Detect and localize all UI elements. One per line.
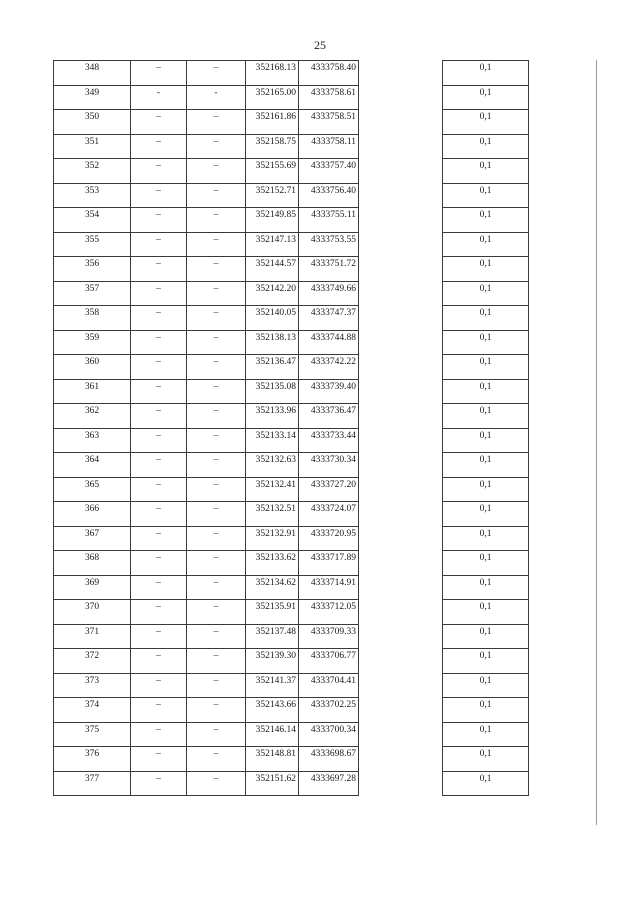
- x-coordinate-cell: 352132.51: [246, 502, 299, 527]
- column-2-cell: –: [131, 257, 187, 282]
- table-row: [54, 355, 359, 380]
- column-3-cell: -: [187, 85, 246, 110]
- x-coordinate-cell: 352142.20: [246, 281, 299, 306]
- table-row: [54, 698, 359, 723]
- x-coordinate-cell: 352132.91: [246, 526, 299, 551]
- column-3-cell: –: [187, 257, 246, 282]
- column-3-cell: –: [187, 624, 246, 649]
- point-number-cell: 370: [54, 600, 131, 625]
- value-cell: 0,1: [443, 502, 529, 527]
- column-2-cell: –: [131, 208, 187, 233]
- point-number-cell: 357: [54, 281, 131, 306]
- table-row: [443, 575, 529, 600]
- x-coordinate-cell: 352141.37: [246, 673, 299, 698]
- value-cell: 0,1: [443, 110, 529, 135]
- table-row: [443, 649, 529, 674]
- page-number: 25: [314, 38, 326, 52]
- point-number-cell: 349: [54, 85, 131, 110]
- point-number-cell: 350: [54, 110, 131, 135]
- y-coordinate-cell: 4333758.51: [299, 110, 359, 135]
- column-2-cell: –: [131, 281, 187, 306]
- table-row: [54, 183, 359, 208]
- point-number-cell: 372: [54, 649, 131, 674]
- table-row: [54, 281, 359, 306]
- point-number-cell: 362: [54, 404, 131, 429]
- value-cell: 0,1: [443, 61, 529, 86]
- y-coordinate-cell: 4333742.22: [299, 355, 359, 380]
- column-3-cell: –: [187, 722, 246, 747]
- column-2-cell: –: [131, 355, 187, 380]
- point-number-cell: 354: [54, 208, 131, 233]
- x-coordinate-cell: 352147.13: [246, 232, 299, 257]
- point-number-cell: 365: [54, 477, 131, 502]
- value-cell: 0,1: [443, 722, 529, 747]
- column-3-cell: –: [187, 404, 246, 429]
- column-2-cell: –: [131, 428, 187, 453]
- table-row: [443, 722, 529, 747]
- value-cell: 0,1: [443, 232, 529, 257]
- column-2-cell: –: [131, 747, 187, 772]
- value-cell: 0,1: [443, 134, 529, 159]
- point-number-cell: 373: [54, 673, 131, 698]
- value-cell: 0,1: [443, 575, 529, 600]
- table-row: [443, 281, 529, 306]
- y-coordinate-cell: 4333744.88: [299, 330, 359, 355]
- point-number-cell: 351: [54, 134, 131, 159]
- column-2-cell: –: [131, 624, 187, 649]
- table-row: [443, 257, 529, 282]
- column-3-cell: –: [187, 698, 246, 723]
- point-number-cell: 352: [54, 159, 131, 184]
- column-2-cell: –: [131, 404, 187, 429]
- column-2-cell: –: [131, 649, 187, 674]
- y-coordinate-cell: 4333749.66: [299, 281, 359, 306]
- value-cell: 0,1: [443, 159, 529, 184]
- table-row: [54, 477, 359, 502]
- value-cell: 0,1: [443, 551, 529, 576]
- table-row: [54, 257, 359, 282]
- value-cell: 0,1: [443, 183, 529, 208]
- y-coordinate-cell: 4333706.77: [299, 649, 359, 674]
- table-row: [54, 747, 359, 772]
- table-row: [443, 134, 529, 159]
- x-coordinate-cell: 352155.69: [246, 159, 299, 184]
- x-coordinate-cell: 352135.08: [246, 379, 299, 404]
- column-2-cell: -: [131, 85, 187, 110]
- table-row: [54, 575, 359, 600]
- column-2-cell: –: [131, 159, 187, 184]
- column-2-cell: –: [131, 306, 187, 331]
- y-coordinate-cell: 4333758.11: [299, 134, 359, 159]
- value-cell: 0,1: [443, 600, 529, 625]
- y-coordinate-cell: 4333697.28: [299, 771, 359, 796]
- point-number-cell: 363: [54, 428, 131, 453]
- y-coordinate-cell: 4333758.61: [299, 85, 359, 110]
- table-row: [443, 355, 529, 380]
- point-number-cell: 348: [54, 61, 131, 86]
- table-row: [54, 404, 359, 429]
- column-3-cell: –: [187, 771, 246, 796]
- table-row: [54, 771, 359, 796]
- y-coordinate-cell: 4333747.37: [299, 306, 359, 331]
- table-row: [443, 673, 529, 698]
- column-2-cell: –: [131, 61, 187, 86]
- value-cell: 0,1: [443, 477, 529, 502]
- table-row: [443, 85, 529, 110]
- column-2-cell: –: [131, 379, 187, 404]
- value-cell: 0,1: [443, 673, 529, 698]
- table-row: [54, 306, 359, 331]
- table-row: [54, 453, 359, 478]
- value-cell: 0,1: [443, 453, 529, 478]
- value-cell: 0,1: [443, 771, 529, 796]
- y-coordinate-cell: 4333702.25: [299, 698, 359, 723]
- point-number-cell: 366: [54, 502, 131, 527]
- table-row: [443, 183, 529, 208]
- table-row: [443, 428, 529, 453]
- table-row: [54, 379, 359, 404]
- table-row: [443, 502, 529, 527]
- value-cell: 0,1: [443, 649, 529, 674]
- x-coordinate-cell: 352136.47: [246, 355, 299, 380]
- column-3-cell: –: [187, 306, 246, 331]
- table-row: [443, 379, 529, 404]
- column-2-cell: –: [131, 134, 187, 159]
- y-coordinate-cell: 4333714.91: [299, 575, 359, 600]
- value-cell: 0,1: [443, 428, 529, 453]
- column-2-cell: –: [131, 330, 187, 355]
- point-number-cell: 375: [54, 722, 131, 747]
- point-number-cell: 355: [54, 232, 131, 257]
- y-coordinate-cell: 4333736.47: [299, 404, 359, 429]
- x-coordinate-cell: 352132.63: [246, 453, 299, 478]
- point-number-cell: 364: [54, 453, 131, 478]
- table-row: [54, 673, 359, 698]
- table-row: [54, 330, 359, 355]
- x-coordinate-cell: 352138.13: [246, 330, 299, 355]
- value-cell: 0,1: [443, 747, 529, 772]
- value-cell: 0,1: [443, 526, 529, 551]
- x-coordinate-cell: 352152.71: [246, 183, 299, 208]
- y-coordinate-cell: 4333727.20: [299, 477, 359, 502]
- x-coordinate-cell: 352132.41: [246, 477, 299, 502]
- column-2-cell: –: [131, 771, 187, 796]
- column-3-cell: –: [187, 159, 246, 184]
- column-3-cell: –: [187, 551, 246, 576]
- table-row: [443, 159, 529, 184]
- y-coordinate-cell: 4333753.55: [299, 232, 359, 257]
- column-3-cell: –: [187, 428, 246, 453]
- value-table: [442, 60, 529, 796]
- table-row: [443, 208, 529, 233]
- y-coordinate-cell: 4333724.07: [299, 502, 359, 527]
- x-coordinate-cell: 352137.48: [246, 624, 299, 649]
- y-coordinate-cell: 4333757.40: [299, 159, 359, 184]
- y-coordinate-cell: 4333739.40: [299, 379, 359, 404]
- y-coordinate-cell: 4333751.72: [299, 257, 359, 282]
- value-cell: 0,1: [443, 330, 529, 355]
- table-row: [54, 722, 359, 747]
- table-row: [443, 453, 529, 478]
- table-row: [54, 61, 359, 86]
- table-row: [54, 428, 359, 453]
- point-number-cell: 376: [54, 747, 131, 772]
- column-3-cell: –: [187, 502, 246, 527]
- table-row: [54, 134, 359, 159]
- x-coordinate-cell: 352161.86: [246, 110, 299, 135]
- column-3-cell: –: [187, 673, 246, 698]
- x-coordinate-cell: 352133.62: [246, 551, 299, 576]
- column-3-cell: –: [187, 600, 246, 625]
- table-row: [443, 526, 529, 551]
- value-cell: 0,1: [443, 404, 529, 429]
- table-row: [443, 600, 529, 625]
- column-3-cell: –: [187, 110, 246, 135]
- column-3-cell: –: [187, 526, 246, 551]
- value-cell: 0,1: [443, 624, 529, 649]
- column-3-cell: –: [187, 649, 246, 674]
- x-coordinate-cell: 352135.91: [246, 600, 299, 625]
- value-cell: 0,1: [443, 355, 529, 380]
- column-3-cell: –: [187, 232, 246, 257]
- value-cell: 0,1: [443, 306, 529, 331]
- point-number-cell: 353: [54, 183, 131, 208]
- column-3-cell: –: [187, 575, 246, 600]
- x-coordinate-cell: 352144.57: [246, 257, 299, 282]
- value-cell: 0,1: [443, 257, 529, 282]
- x-coordinate-cell: 352151.62: [246, 771, 299, 796]
- table-row: [443, 477, 529, 502]
- column-3-cell: –: [187, 134, 246, 159]
- column-2-cell: –: [131, 183, 187, 208]
- value-cell: 0,1: [443, 698, 529, 723]
- table-row: [54, 551, 359, 576]
- point-number-cell: 361: [54, 379, 131, 404]
- table-row: [54, 624, 359, 649]
- column-2-cell: –: [131, 600, 187, 625]
- column-3-cell: –: [187, 379, 246, 404]
- column-3-cell: –: [187, 208, 246, 233]
- x-coordinate-cell: 352149.85: [246, 208, 299, 233]
- x-coordinate-cell: 352146.14: [246, 722, 299, 747]
- table-row: [54, 526, 359, 551]
- column-3-cell: –: [187, 183, 246, 208]
- table-row: [443, 747, 529, 772]
- x-coordinate-cell: 352143.66: [246, 698, 299, 723]
- table-row: [54, 649, 359, 674]
- column-3-cell: –: [187, 453, 246, 478]
- y-coordinate-cell: 4333755.11: [299, 208, 359, 233]
- coordinates-table: [53, 60, 359, 796]
- column-3-cell: –: [187, 330, 246, 355]
- point-number-cell: 367: [54, 526, 131, 551]
- table-row: [443, 698, 529, 723]
- y-coordinate-cell: 4333733.44: [299, 428, 359, 453]
- table-row: [443, 404, 529, 429]
- x-coordinate-cell: 352133.96: [246, 404, 299, 429]
- table-row: [54, 110, 359, 135]
- column-3-cell: –: [187, 61, 246, 86]
- column-2-cell: –: [131, 673, 187, 698]
- point-number-cell: 377: [54, 771, 131, 796]
- column-3-cell: –: [187, 355, 246, 380]
- x-coordinate-cell: 352148.81: [246, 747, 299, 772]
- table-row: [443, 306, 529, 331]
- point-number-cell: 368: [54, 551, 131, 576]
- table-row: [443, 551, 529, 576]
- y-coordinate-cell: 4333698.67: [299, 747, 359, 772]
- point-number-cell: 371: [54, 624, 131, 649]
- value-cell: 0,1: [443, 379, 529, 404]
- x-coordinate-cell: 352165.00: [246, 85, 299, 110]
- column-2-cell: –: [131, 232, 187, 257]
- column-3-cell: –: [187, 477, 246, 502]
- column-2-cell: –: [131, 698, 187, 723]
- point-number-cell: 359: [54, 330, 131, 355]
- value-cell: 0,1: [443, 85, 529, 110]
- table-row: [54, 502, 359, 527]
- y-coordinate-cell: 4333712.05: [299, 600, 359, 625]
- y-coordinate-cell: 4333756.40: [299, 183, 359, 208]
- point-number-cell: 358: [54, 306, 131, 331]
- column-2-cell: –: [131, 575, 187, 600]
- table-row: [54, 208, 359, 233]
- column-2-cell: –: [131, 477, 187, 502]
- table-row: [443, 61, 529, 86]
- point-number-cell: 360: [54, 355, 131, 380]
- table-row: [54, 159, 359, 184]
- table-row: [443, 330, 529, 355]
- value-cell: 0,1: [443, 208, 529, 233]
- column-2-cell: –: [131, 526, 187, 551]
- table-row: [443, 771, 529, 796]
- column-2-cell: –: [131, 722, 187, 747]
- table-row: [54, 600, 359, 625]
- y-coordinate-cell: 4333700.34: [299, 722, 359, 747]
- point-number-cell: 356: [54, 257, 131, 282]
- x-coordinate-cell: 352140.05: [246, 306, 299, 331]
- x-coordinate-cell: 352139.30: [246, 649, 299, 674]
- y-coordinate-cell: 4333704.41: [299, 673, 359, 698]
- column-3-cell: –: [187, 747, 246, 772]
- column-3-cell: –: [187, 281, 246, 306]
- column-2-cell: –: [131, 453, 187, 478]
- column-2-cell: –: [131, 551, 187, 576]
- table-row: [54, 85, 359, 110]
- y-coordinate-cell: 4333717.89: [299, 551, 359, 576]
- x-coordinate-cell: 352134.62: [246, 575, 299, 600]
- y-coordinate-cell: 4333758.40: [299, 61, 359, 86]
- point-number-cell: 374: [54, 698, 131, 723]
- y-coordinate-cell: 4333730.34: [299, 453, 359, 478]
- margin-line: [596, 60, 597, 825]
- column-2-cell: –: [131, 110, 187, 135]
- table-row: [443, 110, 529, 135]
- column-2-cell: –: [131, 502, 187, 527]
- table-row: [443, 624, 529, 649]
- table-row: [54, 232, 359, 257]
- x-coordinate-cell: 352133.14: [246, 428, 299, 453]
- x-coordinate-cell: 352168.13: [246, 61, 299, 86]
- value-cell: 0,1: [443, 281, 529, 306]
- x-coordinate-cell: 352158.75: [246, 134, 299, 159]
- y-coordinate-cell: 4333720.95: [299, 526, 359, 551]
- point-number-cell: 369: [54, 575, 131, 600]
- y-coordinate-cell: 4333709.33: [299, 624, 359, 649]
- table-row: [443, 232, 529, 257]
